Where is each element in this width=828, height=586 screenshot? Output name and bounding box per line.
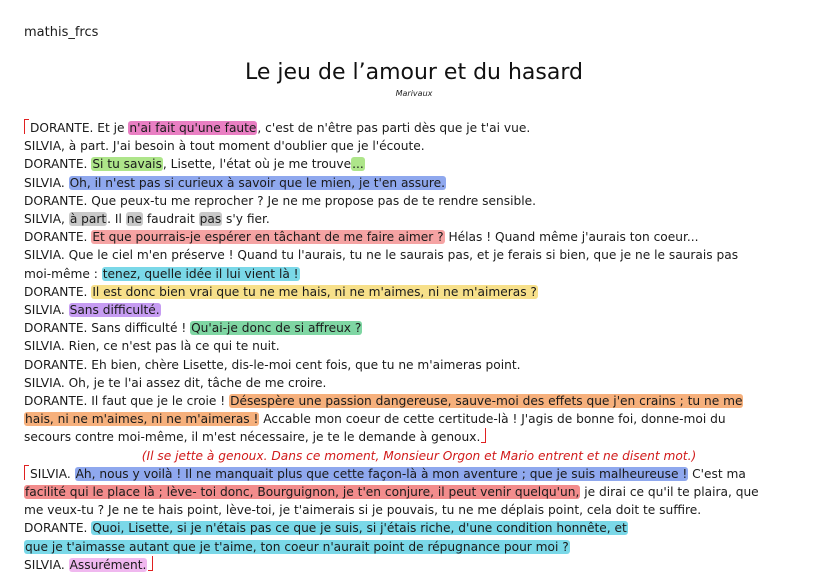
line-1 xyxy=(24,119,814,137)
text-span: . Il xyxy=(107,212,126,227)
highlight-span: Si tu savais xyxy=(92,157,162,172)
stage-direction xyxy=(24,447,814,465)
username: mathis_frcs xyxy=(24,25,99,40)
text-span: SILVIA, xyxy=(24,212,69,227)
line-25 xyxy=(24,556,814,574)
text-span: , Lisette, l'état où je me trouve xyxy=(162,157,352,172)
line-11 xyxy=(24,301,814,319)
text-span: Accable mon coeur de cette certitude-là ! J'agis de bonne foi, donne-moi du xyxy=(259,412,726,427)
text-span: SILVIA. Oh, je te l'ai assez dit, tâche de me croire. xyxy=(24,375,327,390)
text-span: s'y fier. xyxy=(222,212,270,227)
text-span: moi-même : xyxy=(24,266,102,281)
highlight-span: Qu'ai-je donc de si affreux ? xyxy=(191,321,362,336)
author: Marivaux xyxy=(395,89,433,98)
text-span: DORANTE. xyxy=(24,521,92,536)
highlight-span: facilité qui le place là ; lève- toi donc, Bourguignon, je t'en conjure, il peut venir quelqu'un, xyxy=(25,485,580,500)
text-span: me veux-tu ? Je ne te hais point, lève-toi, je t'aimerais si je pouvais, tu ne me déplais point, cela doit te suffire. xyxy=(24,503,702,518)
bracket-close-mark xyxy=(481,428,486,443)
line-17 xyxy=(24,410,814,428)
line-24 xyxy=(24,538,814,556)
text-span: C'est ma xyxy=(688,466,746,481)
highlight-span: hais, ni ne m'aimes, ni ne m'aimeras ! xyxy=(25,412,259,427)
highlight-span: ... xyxy=(352,157,364,172)
line-10 xyxy=(24,283,814,301)
line-18 xyxy=(24,428,814,446)
text-span: DORANTE. xyxy=(24,284,92,299)
line-16 xyxy=(24,392,814,410)
line-4 xyxy=(24,174,814,192)
highlight-span: pas xyxy=(199,212,222,227)
text-span: secours contre moi-même, il m'est nécessaire, je te le demande à genoux. xyxy=(24,430,481,445)
text-span: SILVIA, à part. J'ai besoin à tout moment d'oublier que je l'écoute. xyxy=(24,139,425,154)
line-9 xyxy=(24,265,814,283)
line-22 xyxy=(24,501,814,519)
line-12 xyxy=(24,319,814,337)
text-span: DORANTE. Eh bien, chère Lisette, dis-le-moi cent fois, que tu ne m'aimeras point. xyxy=(24,357,521,372)
text-span: DORANTE. xyxy=(24,230,92,245)
line-5 xyxy=(24,192,814,210)
highlight-span: Oh, il n'est pas si curieux à savoir que le mien, je t'en assure. xyxy=(69,175,445,190)
highlight-span: à part xyxy=(69,212,107,227)
line-13 xyxy=(24,337,814,355)
text-span: DORANTE. Et je xyxy=(30,121,129,135)
text-span: DORANTE. Il faut que je le croie ! xyxy=(24,394,230,409)
line-3 xyxy=(24,155,814,173)
highlight-span: Ah, nous y voilà ! Il ne manquait plus que cette façon-là à mon aventure ; que je suis malheureuse ! xyxy=(75,466,688,481)
highlight-span: ne xyxy=(126,212,142,227)
text-span: SILVIA. xyxy=(24,175,69,190)
text-span: SILVIA. Rien, ce n'est pas là ce qui te nuit. xyxy=(24,339,280,354)
line-14 xyxy=(24,356,814,374)
highlight-span: Sans difficulté. xyxy=(69,303,160,318)
highlight-span: que je t'aimasse autant que je t'aime, ton coeur n'aurait point de répugnance pour moi ? xyxy=(25,539,569,554)
bracket-open-mark xyxy=(24,465,29,480)
line-20 xyxy=(24,465,814,483)
text-span: , c'est de n'être pas parti dès que je t'ai vue. xyxy=(257,121,531,135)
line-21 xyxy=(24,483,814,501)
text-span: DORANTE. xyxy=(24,157,92,172)
page-title: Le jeu de l’amour et du hasard xyxy=(245,60,583,85)
line-7 xyxy=(24,228,814,246)
text-span: je dirai ce qu'il te plaira, que xyxy=(580,485,759,500)
text-span: DORANTE. Que peux-tu me reprocher ? Je ne me propose pas de te rendre sensible. xyxy=(24,193,536,208)
text-span: SILVIA. xyxy=(30,466,75,481)
text-span: SILVIA. xyxy=(24,303,69,318)
text-span: SILVIA. xyxy=(24,557,69,572)
highlight-span: Désespère une passion dangereuse, sauve-moi des effets que j'en crains ; tu ne me xyxy=(230,394,743,409)
highlight-span: Et que pourrais-je espérer en tâchant de me faire aimer ? xyxy=(92,230,444,245)
line-2 xyxy=(24,137,814,155)
text-span: DORANTE. Sans difficulté ! xyxy=(24,321,191,336)
highlight-span: n'ai fait qu'une faute xyxy=(129,121,257,135)
text-span: Hélas ! Quand même j'aurais ton coeur... xyxy=(444,230,699,245)
text-span: faudrait xyxy=(143,212,199,227)
highlight-span: tenez, quelle idée il lui vient là ! xyxy=(102,266,299,281)
highlight-span: Il est donc bien vrai que tu ne me hais, ni ne m'aimes, ni ne m'aimeras ? xyxy=(92,284,537,299)
bracket-close-mark xyxy=(148,556,153,571)
line-6 xyxy=(24,210,814,228)
bracket-open-mark xyxy=(24,119,29,134)
highlight-span: Assurément. xyxy=(69,557,147,572)
text-span: SILVIA. Que le ciel m'en préserve ! Quand tu l'aurais, tu ne le saurais pas, et je ferais si bien, que je ne le saurais pas xyxy=(24,248,739,263)
line-23 xyxy=(24,519,814,537)
line-8 xyxy=(24,246,814,264)
text-span: (Il se jette à genoux. Dans ce moment, Monsieur Orgon et Mario entrent et ne disent mot.) xyxy=(141,448,697,463)
highlight-span: Quoi, Lisette, si je n'étais pas ce que je suis, si j'étais riche, d'une condition honnête, et xyxy=(92,521,627,536)
line-15 xyxy=(24,374,814,392)
dialogue-text xyxy=(24,119,814,574)
